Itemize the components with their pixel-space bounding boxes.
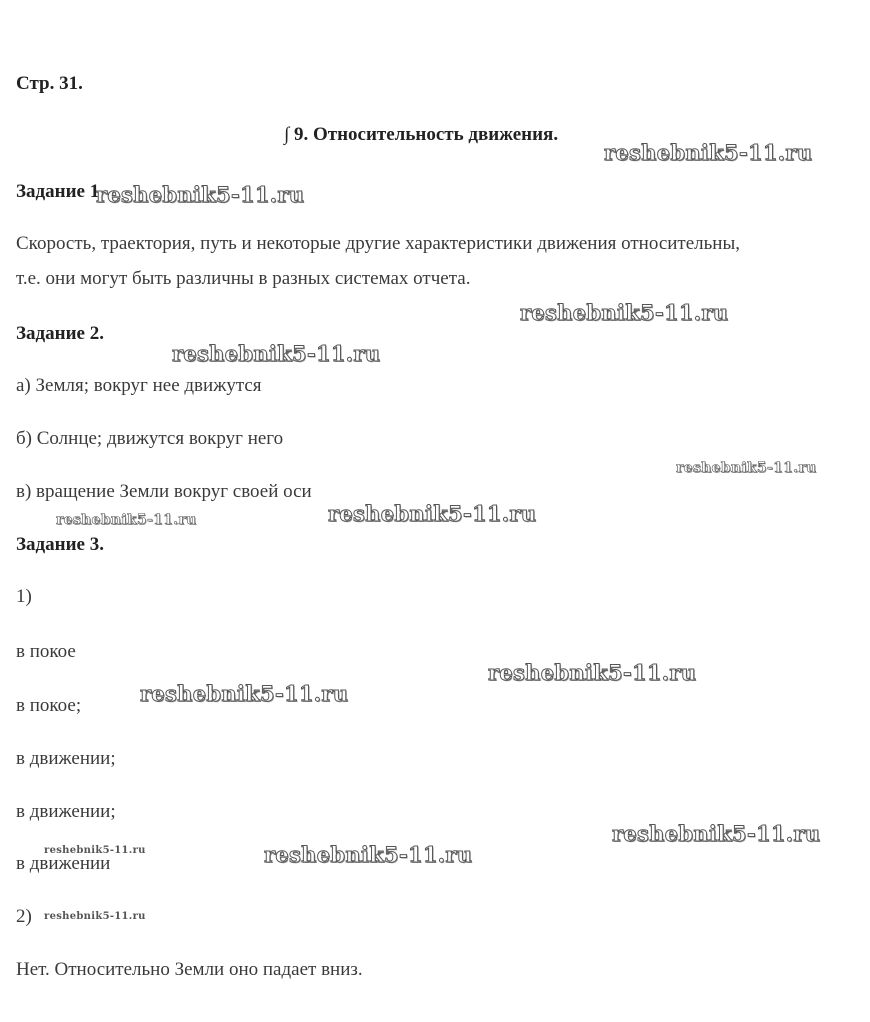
watermark: reshebnik5-11.ru [604, 140, 813, 165]
task-1-line-2: т.е. они могут быть различны в разных системах отчета. [16, 268, 471, 289]
task-2-answer-a: а) Земля; вокруг нее движутся [16, 375, 262, 396]
page-reference: Стр. 31. [16, 73, 83, 94]
task-2-heading: Задание 2. [16, 323, 104, 344]
watermark: reshebnik5-11.ru [44, 911, 146, 922]
watermark: reshebnik5-11.ru [520, 300, 729, 325]
watermark: reshebnik5-11.ru [140, 681, 349, 706]
task-3-part-2-answer: Нет. Относительно Земли оно падает вниз. [16, 959, 363, 980]
task-1-line-1: Скорость, траектория, путь и некоторые другие характеристики движения относительны, [16, 233, 740, 254]
task-2-answer-b: б) Солнце; движутся вокруг него [16, 428, 284, 449]
watermark: reshebnik5-11.ru [328, 501, 537, 526]
watermark: reshebnik5-11.ru [612, 821, 821, 846]
watermark: reshebnik5-11.ru [172, 341, 381, 366]
task-1-heading: Задание 1. [16, 181, 104, 202]
task-2-answer-c: в) вращение Земли вокруг своей оси [16, 481, 312, 502]
watermark: reshebnik5-11.ru [44, 845, 146, 856]
section-title: ∫ 9. Относительность движения. [284, 124, 559, 145]
watermark: reshebnik5-11.ru [488, 660, 697, 685]
task-3-part-2-label: 2) [16, 906, 32, 927]
watermark: reshebnik5-11.ru [676, 460, 817, 476]
task-3-answer-3: в движении; [16, 748, 116, 769]
task-3-heading: Задание 3. [16, 534, 104, 555]
watermark: reshebnik5-11.ru [96, 182, 305, 207]
task-3-answer-1: в покое [16, 641, 76, 662]
task-3-part-1-label: 1) [16, 586, 32, 607]
watermark: reshebnik5-11.ru [56, 512, 197, 528]
task-3-answer-2: в покое; [16, 695, 82, 716]
task-3-answer-5: в движении [16, 853, 111, 874]
task-3-answer-4: в движении; [16, 801, 116, 822]
watermark: reshebnik5-11.ru [264, 842, 473, 867]
